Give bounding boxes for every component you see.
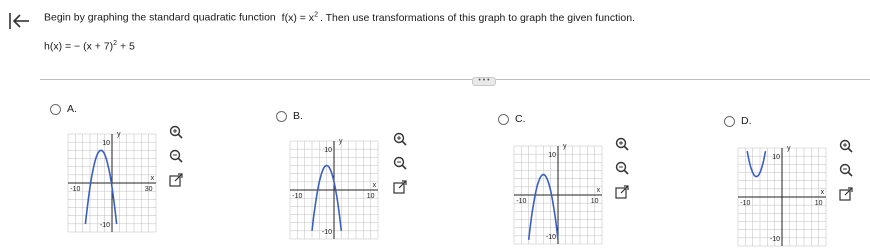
y-tick-label: -10: [769, 235, 780, 243]
y-tick-label: 10: [324, 147, 332, 155]
option-letter: A.: [67, 103, 77, 115]
zoom-out-icon[interactable]: [168, 148, 184, 164]
option-graph: [732, 142, 832, 252]
base-function: $f(x) = x^2$: [281, 11, 318, 24]
option-d[interactable]: [724, 115, 752, 127]
x-tick-label: 10: [590, 198, 599, 205]
given-function: h(x) = − $(x + 7)^2 + 5$: [44, 40, 135, 53]
option-c[interactable]: [498, 113, 526, 125]
prompt-text-before: Begin by graphing the standard quadratic function: [44, 11, 276, 24]
popout-icon[interactable]: [392, 179, 408, 195]
x-tick-label: 10: [366, 193, 375, 200]
zoom-in-icon[interactable]: [614, 136, 630, 152]
popout-icon[interactable]: [838, 186, 854, 202]
x-tick-label: -10: [70, 186, 81, 193]
x-axis-label: x: [596, 187, 601, 194]
zoom-in-icon[interactable]: [838, 138, 854, 154]
back-button[interactable]: [8, 10, 30, 32]
more-button[interactable]: • • •: [472, 77, 496, 86]
option-letter: D.: [741, 115, 752, 127]
y-tick-label: 10: [102, 140, 110, 148]
option-a[interactable]: [50, 103, 77, 115]
question-prompt: [44, 11, 635, 24]
zoom-out-icon[interactable]: [838, 162, 854, 178]
y-axis-label: y: [787, 145, 791, 153]
x-tick-label: 10: [814, 200, 823, 207]
option-b[interactable]: [276, 110, 303, 122]
parabola-curve: [747, 151, 765, 177]
option-radio[interactable]: [724, 116, 735, 127]
prompt-text-after: . Then use transformations of this graph to graph the given function.: [319, 11, 635, 24]
zoom-out-icon[interactable]: [392, 155, 408, 171]
zoom-in-icon[interactable]: [168, 124, 184, 140]
y-tick-label: -10: [321, 228, 332, 236]
option-radio[interactable]: [50, 104, 61, 115]
y-tick-label: -10: [99, 221, 110, 229]
section-divider: [40, 79, 870, 80]
zoom-in-icon[interactable]: [392, 131, 408, 147]
option-graph: [284, 135, 384, 245]
x-axis-label: x: [820, 189, 825, 196]
y-tick-label: 10: [548, 152, 556, 160]
option-graph: [62, 128, 162, 238]
option-letter: B.: [293, 110, 303, 122]
popout-icon[interactable]: [168, 172, 184, 188]
y-tick-label: 10: [772, 154, 780, 162]
option-radio[interactable]: [498, 114, 509, 125]
y-axis-label: y: [339, 138, 343, 146]
option-graph: [508, 140, 608, 250]
x-tick-label: 30: [144, 186, 153, 193]
back-arrow-icon: [8, 10, 30, 32]
option-radio[interactable]: [276, 111, 287, 122]
x-axis-label: x: [150, 175, 155, 182]
x-tick-label: -10: [740, 200, 751, 207]
zoom-out-icon[interactable]: [614, 160, 630, 176]
popout-icon[interactable]: [614, 184, 630, 200]
x-tick-label: -10: [516, 198, 527, 205]
x-axis-label: x: [372, 182, 377, 189]
y-axis-label: y: [117, 131, 121, 139]
y-tick-label: -10: [545, 233, 556, 241]
option-letter: C.: [515, 113, 526, 125]
y-axis-label: y: [563, 143, 567, 151]
x-tick-label: -10: [292, 193, 303, 200]
